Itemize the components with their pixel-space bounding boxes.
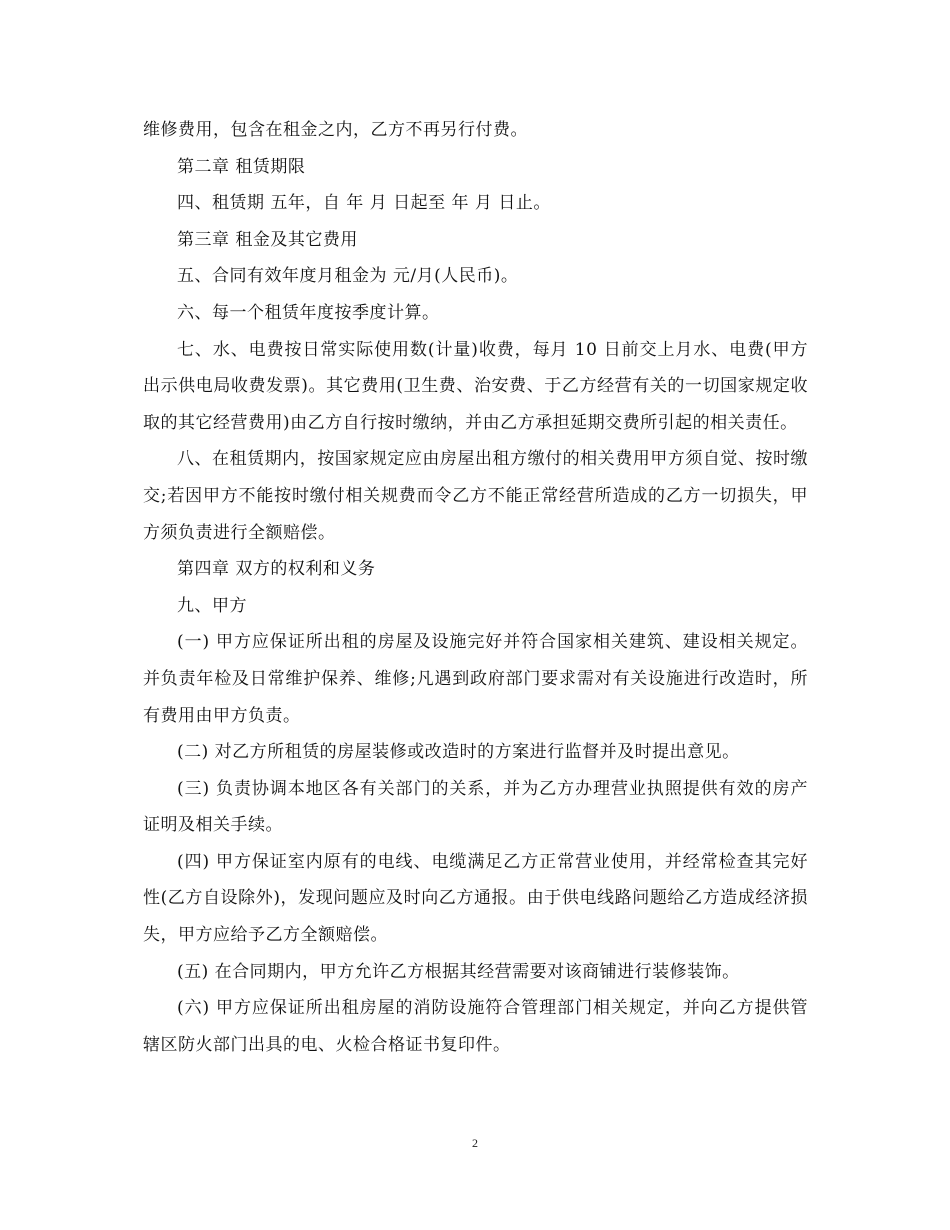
clause-8-fees: 八、在租赁期内，按国家规定应由房屋出租方缴付的相关费用甲方须自觉、按时缴交;若因甲方不能按时缴付相关规费而令乙方不能正常经营所造成的乙方一切损失，甲方须负责进行全额赔偿。 (143, 449, 808, 543)
party-a-item-2: (二) 对乙方所租赁的房屋装修或改造时的方案进行监督并及时提出意见。 (177, 742, 740, 763)
document-body (143, 112, 808, 1063)
party-a-item-3: (三) 负责协调本地区各有关部门的关系，并为乙方办理营业执照提供有效的房产证明及相关手续。 (143, 778, 808, 836)
party-a-item-4: (四) 甲方保证室内原有的电线、电缆满足乙方正常营业使用，并经常检查其完好性(乙方自设除外)，发现问题应及时向乙方通报。由于供电线路问题给乙方造成经济损失，甲方应给予乙方全额赔偿。 (143, 851, 808, 946)
clause-7-utilities: 七、水、电费按日常实际使用数(计量)收费，每月 10 日前交上月水、电费(甲方出示供电局收费发票)。其它费用(卫生费、治安费、于乙方经营有关的一切国家规定收取的其它经营费用)由乙方自行按时缴纳，并由乙方承担延期交费所引起的相关责任。 (143, 339, 808, 433)
party-a-item-1: (一) 甲方应保证所出租的房屋及设施完好并符合国家相关建筑、建设相关规定。并负责年检及日常维护保养、维修;凡遇到政府部门要求需对有关设施进行改造时，所有费用由甲方负责。 (143, 632, 808, 726)
clause-4-lease-term: 四、租赁期 五年，自 年 月 日起至 年 月 日止。 (177, 193, 551, 214)
clause-5-monthly-rent: 五、合同有效年度月租金为 元/月(人民币)。 (177, 266, 519, 287)
chapter-four-heading: 第四章 双方的权利和义务 (177, 559, 376, 580)
clause-6-quarterly: 六、每一个租赁年度按季度计算。 (177, 302, 440, 323)
party-a-item-5: (五) 在合同期内，甲方允许乙方根据其经营需要对该商铺进行装修装饰。 (177, 961, 740, 982)
page-number: 2 (472, 1136, 478, 1150)
party-a-item-6: (六) 甲方应保证所出租房屋的消防设施符合管理部门相关规定，并向乙方提供管辖区防火部门出具的电、火检合格证书复印件。 (143, 998, 808, 1055)
chapter-two-heading: 第二章 租赁期限 (177, 156, 306, 177)
clause-9-party-a: 九、甲方 (177, 595, 247, 616)
paragraph-continuation: 维修费用，包含在租金之内，乙方不再另行付费。 (143, 120, 528, 140)
chapter-three-heading: 第三章 租金及其它费用 (177, 229, 358, 250)
